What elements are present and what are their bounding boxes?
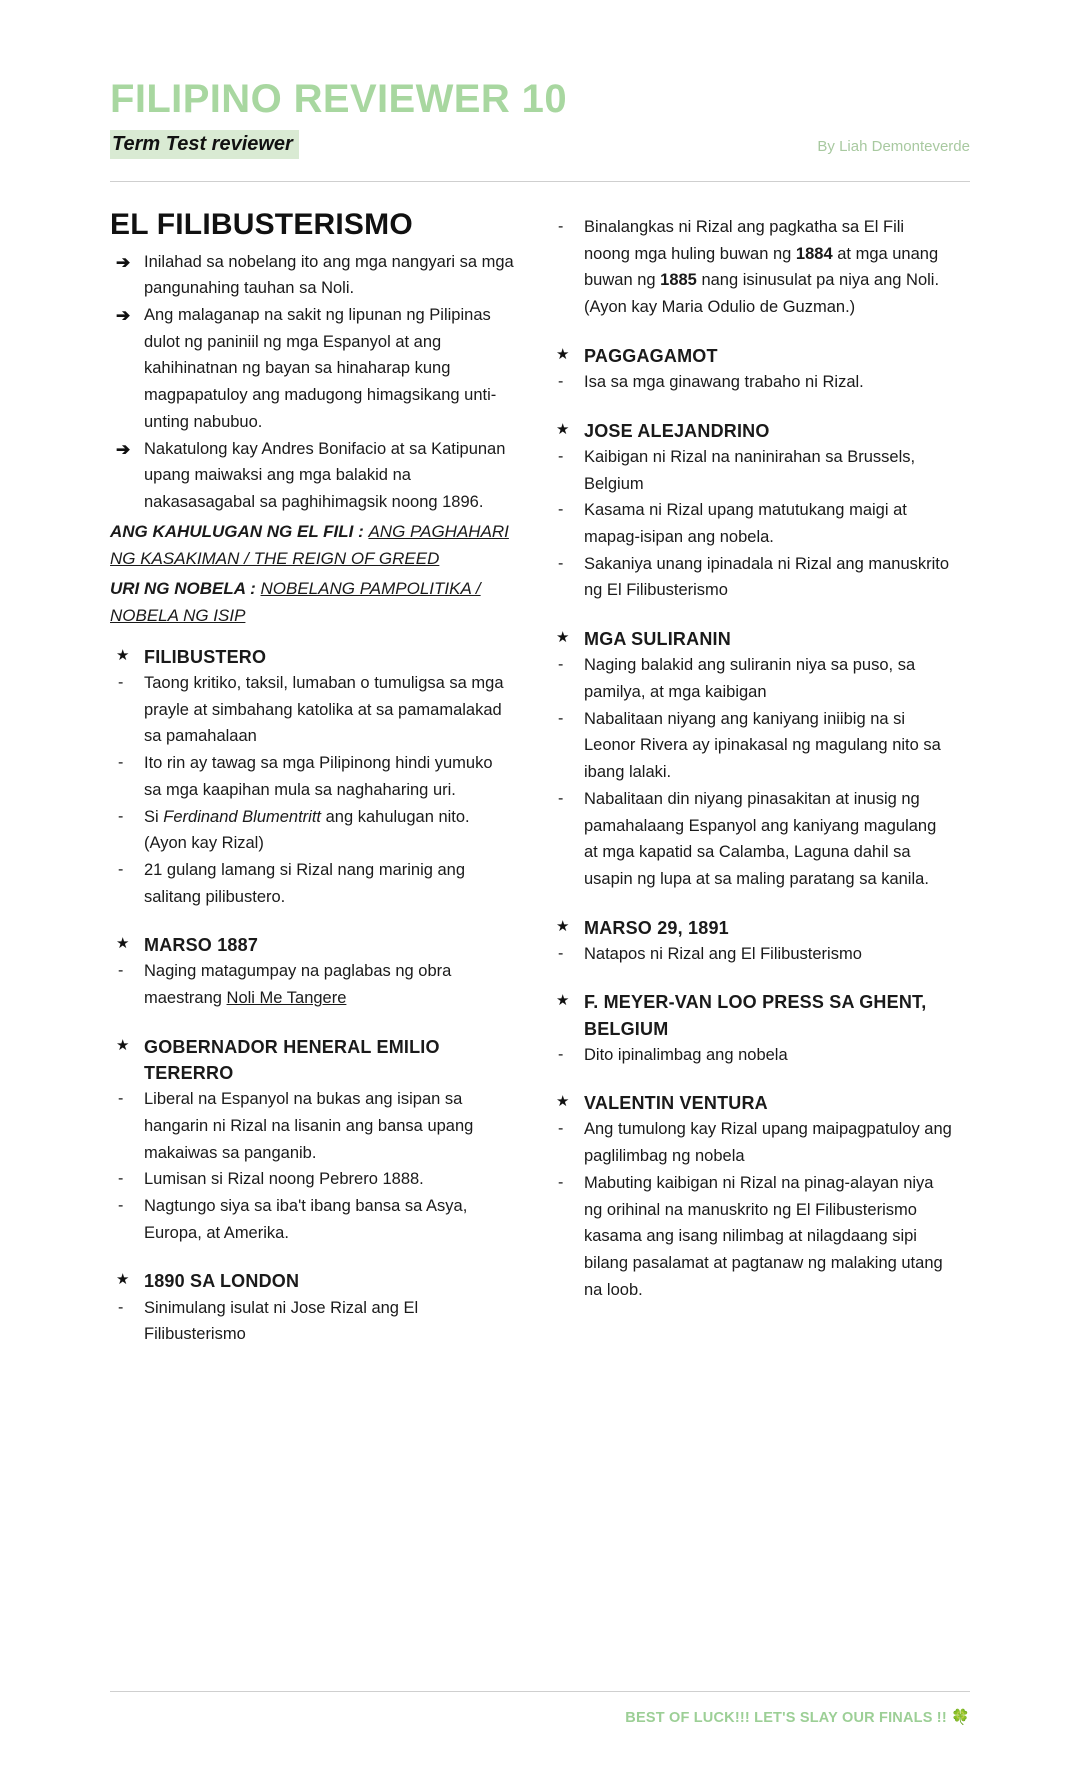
dash-bullet-icon: - <box>118 754 124 772</box>
lead-text-before: Binalangkas ni Rizal ang pagkatha sa El Fili noong mga huling buwan ng <box>584 218 905 263</box>
star-bullet-icon: ★ <box>116 1036 130 1054</box>
list-item <box>110 302 514 436</box>
section-heading-text: VALENTIN VENTURA <box>584 1093 768 1114</box>
star-bullet-icon: ★ <box>116 646 130 664</box>
dash-bullet-icon: - <box>558 944 564 962</box>
section-heading-valentin-ventura <box>550 1090 954 1116</box>
list-item-text: Mabuting kaibigan ni Rizal na pinag-alayan niya ng orihinal na manuskrito ng El Filibusterismo kasama ang isang nilimbag at nilagdaang sipi bilang pasalamat at pagtanaw ng malaking utang na loob. <box>584 1173 943 1299</box>
list-item <box>110 804 514 857</box>
section-heading-text: PAGGAGAMOT <box>584 345 718 366</box>
list-item <box>110 436 514 516</box>
dash-bullet-icon: - <box>558 501 564 519</box>
list-item-text: Nabalitaan din niyang pinasakitan at inusig ng pamahalaang Espanyol ang kaniyang magulang at mga kapatid sa Calamba, Laguna dahil sa usapin ng lupa at sa maling paratang sa kanila. <box>584 789 937 888</box>
list-item-text: Si Ferdinand Blumentritt ang kahulugan nito. (Ayon kay Rizal) <box>144 807 470 853</box>
year-1885: 1885 <box>660 271 697 290</box>
section-heading-paggagamot <box>550 343 954 369</box>
definition-label: URI NG NOBELA : <box>110 578 256 598</box>
list-item-text: Kasama ni Rizal upang matutukang maigi at mapag-isipan ang nobela. <box>584 501 907 546</box>
arrow-bullet-icon: ➔ <box>116 439 131 459</box>
list-item <box>110 670 514 750</box>
document-subtitle: Term Test reviewer <box>110 130 299 159</box>
dash-bullet-icon: - <box>558 554 564 572</box>
subtitle-row <box>110 130 970 159</box>
list-item-text: Taong kritiko, taksil, lumaban o tumuligsa sa mga prayle at simbahang katolika at sa pamamalakad sa pamahalaan <box>144 673 504 746</box>
list-item-text <box>584 214 954 321</box>
list-item-text: Sakaniya unang ipinadala ni Rizal ang manuskrito ng El Filibusterismo <box>584 554 950 600</box>
list-item <box>550 786 954 893</box>
star-bullet-icon: ★ <box>556 992 570 1010</box>
dash-bullet-icon: - <box>558 1173 564 1191</box>
list-item-text: Sinimulang isulat ni Jose Rizal ang El Filibusterismo <box>144 1298 419 1344</box>
list-item <box>550 1116 954 1169</box>
list-item <box>550 369 954 396</box>
header-divider <box>110 181 970 182</box>
list-item-text: Ang tumulong kay Rizal upang maipagpatuloy ang paglilimbag ng nobela <box>584 1120 952 1166</box>
definition-uri-ng-nobela <box>110 575 514 630</box>
section-heading-el-filibusterismo: EL FILIBUSTERISMO <box>110 208 413 241</box>
list-item-text: Ito rin ay tawag sa mga Pilipinong hindi yumuko sa mga kaapihan mula sa naghaharing uri. <box>144 754 493 799</box>
list-item-text: Natapos ni Rizal ang El Filibusterismo <box>584 944 862 963</box>
section-heading-filibustero <box>110 644 514 670</box>
dash-bullet-icon: - <box>558 709 564 727</box>
list-item-text: Kaibigan ni Rizal na naninirahan sa Brussels, Belgium <box>584 447 916 493</box>
dash-bullet-icon: - <box>558 372 564 390</box>
star-bullet-icon: ★ <box>116 1271 130 1289</box>
list-item-lead <box>550 214 954 321</box>
section-heading-text: GOBERNADOR HENERAL EMILIO TERERRO <box>144 1036 440 1083</box>
section-heading-text: FILIBUSTERO <box>144 646 267 667</box>
arrow-bullet-icon: ➔ <box>116 305 131 325</box>
spacer <box>110 630 514 644</box>
section-heading-meyer-van-loo-press <box>550 989 954 1041</box>
dash-bullet-icon: - <box>118 807 124 825</box>
arrow-bullet-list <box>110 249 514 516</box>
star-bullet-icon: ★ <box>116 935 130 953</box>
section-heading-marso-1887 <box>110 932 514 958</box>
section-heading-text: MARSO 1887 <box>144 935 259 956</box>
dash-bullet-icon: - <box>558 789 564 807</box>
list-item-text: Liberal na Espanyol na bukas ang isipan sa hangarin ni Rizal na lisanin ang bansa upang makaiwas sa panganib. <box>144 1090 474 1162</box>
dash-bullet-icon: - <box>558 1045 564 1063</box>
section-heading-text: JOSE ALEJANDRINO <box>584 420 770 441</box>
document-footer <box>110 1691 970 1726</box>
list-item-text: Dito ipinalimbag ang nobela <box>584 1045 788 1064</box>
definition-kahulugan <box>110 518 514 573</box>
list-item <box>550 652 954 705</box>
list-item-text: Naging balakid ang suliranin niya sa puso, sa pamilya, at mga kaibigan <box>584 656 916 701</box>
list-item-text: Lumisan si Rizal noong Pebrero 1888. <box>144 1170 424 1189</box>
lead-text-between: at mga unang buwan ng <box>584 244 939 290</box>
section-heading-marso-29-1891 <box>550 915 954 941</box>
document-header <box>110 78 970 182</box>
dash-bullet-icon: - <box>118 1196 124 1214</box>
list-item <box>110 1086 514 1166</box>
list-item-text: Ang malaganap na sakit ng lipunan ng Pilipinas dulot ng paniniil ng mga Espanyol at ang kahihinatnan ng bayan sa hinaharap kung magpapatuloy ang madugong himagsikang unti-unting nabubuo. <box>144 305 497 431</box>
section-heading-gobernador-heneral <box>110 1034 514 1086</box>
definition-label: ANG KAHULUGAN NG EL FILI : <box>110 521 364 541</box>
list-item <box>110 750 514 803</box>
lead-text-after: nang isinusulat pa niya ang Noli. (Ayon kay Maria Odulio de Guzman.) <box>584 271 940 317</box>
section-heading-1890-sa-london <box>110 1268 514 1294</box>
list-item-text: 21 gulang lamang si Rizal nang marinig ang salitang pilibustero. <box>144 860 466 906</box>
footer-divider <box>110 1691 970 1692</box>
page-title: FILIPINO REVIEWER 10 <box>110 77 567 121</box>
list-item <box>550 941 954 968</box>
year-1884: 1884 <box>795 244 833 263</box>
left-column <box>110 208 514 1348</box>
list-item <box>110 1166 514 1193</box>
dash-bullet-icon: - <box>118 860 124 878</box>
section-heading-text: MGA SULIRANIN <box>584 629 731 650</box>
star-bullet-icon: ★ <box>556 420 570 438</box>
definition-value: ANG PAGHAHARI NG KASAKIMAN / THE REIGN OF GREED <box>110 521 509 569</box>
list-item <box>110 857 514 910</box>
list-item <box>550 706 954 786</box>
arrow-bullet-icon: ➔ <box>116 252 131 272</box>
emphasis-blumentritt: Ferdinand Blumentritt <box>163 807 322 826</box>
list-item <box>110 958 514 1011</box>
list-item <box>550 444 954 497</box>
list-item-text: Isa sa mga ginawang trabaho ni Rizal. <box>584 372 864 391</box>
definition-value: NOBELANG PAMPOLITIKA / NOBELA NG ISIP <box>110 578 481 626</box>
dash-bullet-icon: - <box>118 673 124 691</box>
star-bullet-icon: ★ <box>556 917 570 935</box>
list-item-text: Inilahad sa nobelang ito ang mga nangyari sa mga pangunahing tauhan sa Noli. <box>144 252 514 298</box>
list-item <box>110 249 514 302</box>
dash-bullet-icon: - <box>558 218 564 235</box>
list-item-text: Nakatulong kay Andres Bonifacio at sa Katipunan upang maiwaksi ang mga balakid na nakasasagabal sa paghihimagsik noong 1896. <box>144 439 506 511</box>
star-bullet-icon: ★ <box>556 345 570 363</box>
list-item-text: Nabalitaan niyang ang kaniyang iniibig na si Leonor Rivera ay ipinakasal ng magulang nito sa ibang lalaki. <box>584 709 941 782</box>
dash-bullet-icon: - <box>558 447 564 465</box>
section-heading-text: F. MEYER-VAN LOO PRESS SA GHENT, BELGIUM <box>584 992 927 1039</box>
footer-message <box>110 1708 970 1726</box>
dash-bullet-icon: - <box>118 1170 124 1188</box>
left-sections-list <box>110 644 514 1348</box>
list-item <box>550 1170 954 1304</box>
dash-bullet-icon: - <box>118 1090 124 1108</box>
list-item <box>550 497 954 550</box>
section-heading-mga-suliranin <box>550 626 954 652</box>
content-columns <box>110 208 970 1348</box>
list-item <box>110 1193 514 1246</box>
right-column <box>550 208 954 1348</box>
section-heading-text: 1890 SA LONDON <box>144 1271 300 1292</box>
star-bullet-icon: ★ <box>556 629 570 647</box>
emphasis-noli-me-tangere: Noli Me Tangere <box>226 989 347 1008</box>
list-item <box>110 1295 514 1348</box>
list-item-text: Nagtungo siya sa iba't ibang bansa sa Asya, Europa, at Amerika. <box>144 1196 468 1242</box>
right-sections-list <box>550 214 954 1304</box>
author-byline: By Liah Demonteverde <box>817 138 970 155</box>
list-item <box>550 551 954 604</box>
dash-bullet-icon: - <box>558 1120 564 1138</box>
list-item-text: Naging matagumpay na paglabas ng obra maestrang Noli Me Tangere <box>144 962 452 1008</box>
dash-bullet-icon: - <box>118 1298 124 1316</box>
clover-icon: 🍀 <box>951 1709 970 1726</box>
footer-text: BEST OF LUCK!!! LET'S SLAY OUR FINALS !! <box>625 1710 947 1726</box>
dash-bullet-icon: - <box>558 656 564 674</box>
list-item <box>550 1042 954 1069</box>
dash-bullet-icon: - <box>118 962 124 980</box>
section-heading-text: MARSO 29, 1891 <box>584 917 729 938</box>
section-heading-jose-alejandrino <box>550 418 954 444</box>
star-bullet-icon: ★ <box>556 1093 570 1111</box>
